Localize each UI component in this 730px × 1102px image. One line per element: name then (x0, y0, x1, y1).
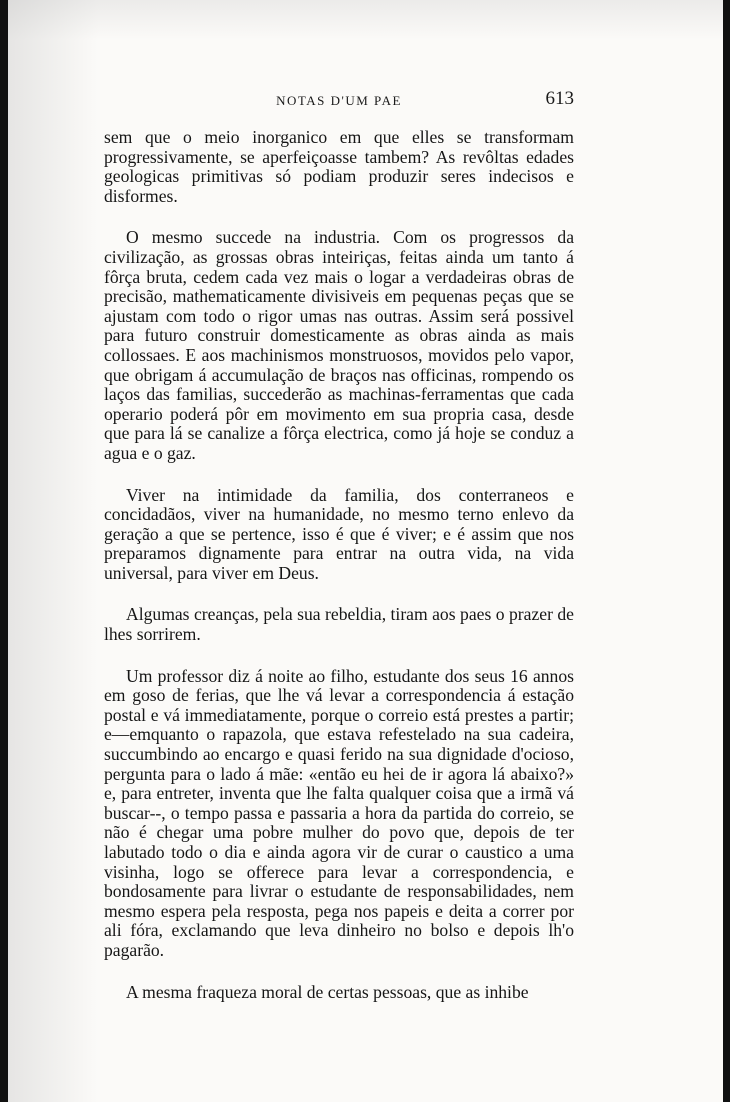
page-body (104, 128, 574, 1002)
page-number: 613 (545, 88, 574, 109)
paragraph-continuation: sem que o meio inorganico em que elles se transformam progressivamente, se aperfeiçoasse tambem? As revôltas edades geologicas primitivas só podiam produzir seres indecisos e disformes. (104, 127, 574, 206)
paragraph-moral-weakness: A mesma fraqueza moral de certas pessoas, que as inhibe (126, 981, 529, 1002)
paragraph-professor: Um professor diz á noite ao filho, estudante dos seus 16 annos em goso de ferias, que lhe vá levar a correspondencia á estação postal e vá immediatamente, porque o correio está prestes a partir; e—emquanto o rapazola, que estava refestelado na sua cadeira, succumbindo ao encargo e quasi ferido na sua dignidade d'ocioso, pergunta para o lado á mãe: «então eu hei de ir agora lá abaixo?» e, para entreter, inventa que lhe falta qualquer coisa que a irmã vá buscar--, o tempo passa e passaria a hora da partida do correio, se não é chegar uma pobre mulher do povo que, depois de ter labutado todo o dia e ainda agora vir de curar o caustico a uma visinha, logo se offerece para levar a correspondencia, e bondosamente para livrar o estudante de responsabilidades, nem mesmo espera pela resposta, pega nos papeis e deita a correr por ali fóra, exclamando que leva dinheiro no bolso e depois lh'o pagarão. (104, 665, 574, 960)
scan-border-left (0, 0, 8, 1102)
page-header (104, 88, 574, 112)
paragraph-family: Viver na intimidade da familia, dos conterraneos e concidadãos, viver na humanidade, no mesmo terno enlevo da geração a que se pertence, isso é que é viver; e é assim que nos preparamos dignamente para entrar na outra vida, na vida universal, para viver em Deus. (104, 484, 574, 583)
scan-shading-left (8, 0, 98, 1102)
paragraph-industry: O mesmo succede na industria. Com os progressos da civilização, as grossas obras inteiriças, feitas ainda um tanto á fôrça bruta, cedem cada vez mais o logar a verdadeiras obras de precisão, mathematicamente divisiveis em pequenas peças que se ajustam com todo o rigor umas nas outras. Assim será possivel para futuro construir domesticamente as obras ainda as mais collossaes. E aos machinismos monstruosos, movidos pelo vapor, que obrigam á accumulação de braços nas officinas, rompendo os laços das familias, succederão as machinas-ferramentas que cada operario poderá pôr em movimento em sua propria casa, desde que para lá se canalize a fôrça electrica, como já hoje se conduz a agua e o gaz. (104, 227, 574, 463)
paragraph-children: Algumas creanças, pela sua rebeldia, tiram aos paes o prazer de lhes sorrirem. (104, 604, 574, 645)
scan-border-right (723, 0, 730, 1102)
scan-shading-top (0, 0, 730, 40)
running-title: NOTAS D'UM PAE (276, 93, 402, 108)
